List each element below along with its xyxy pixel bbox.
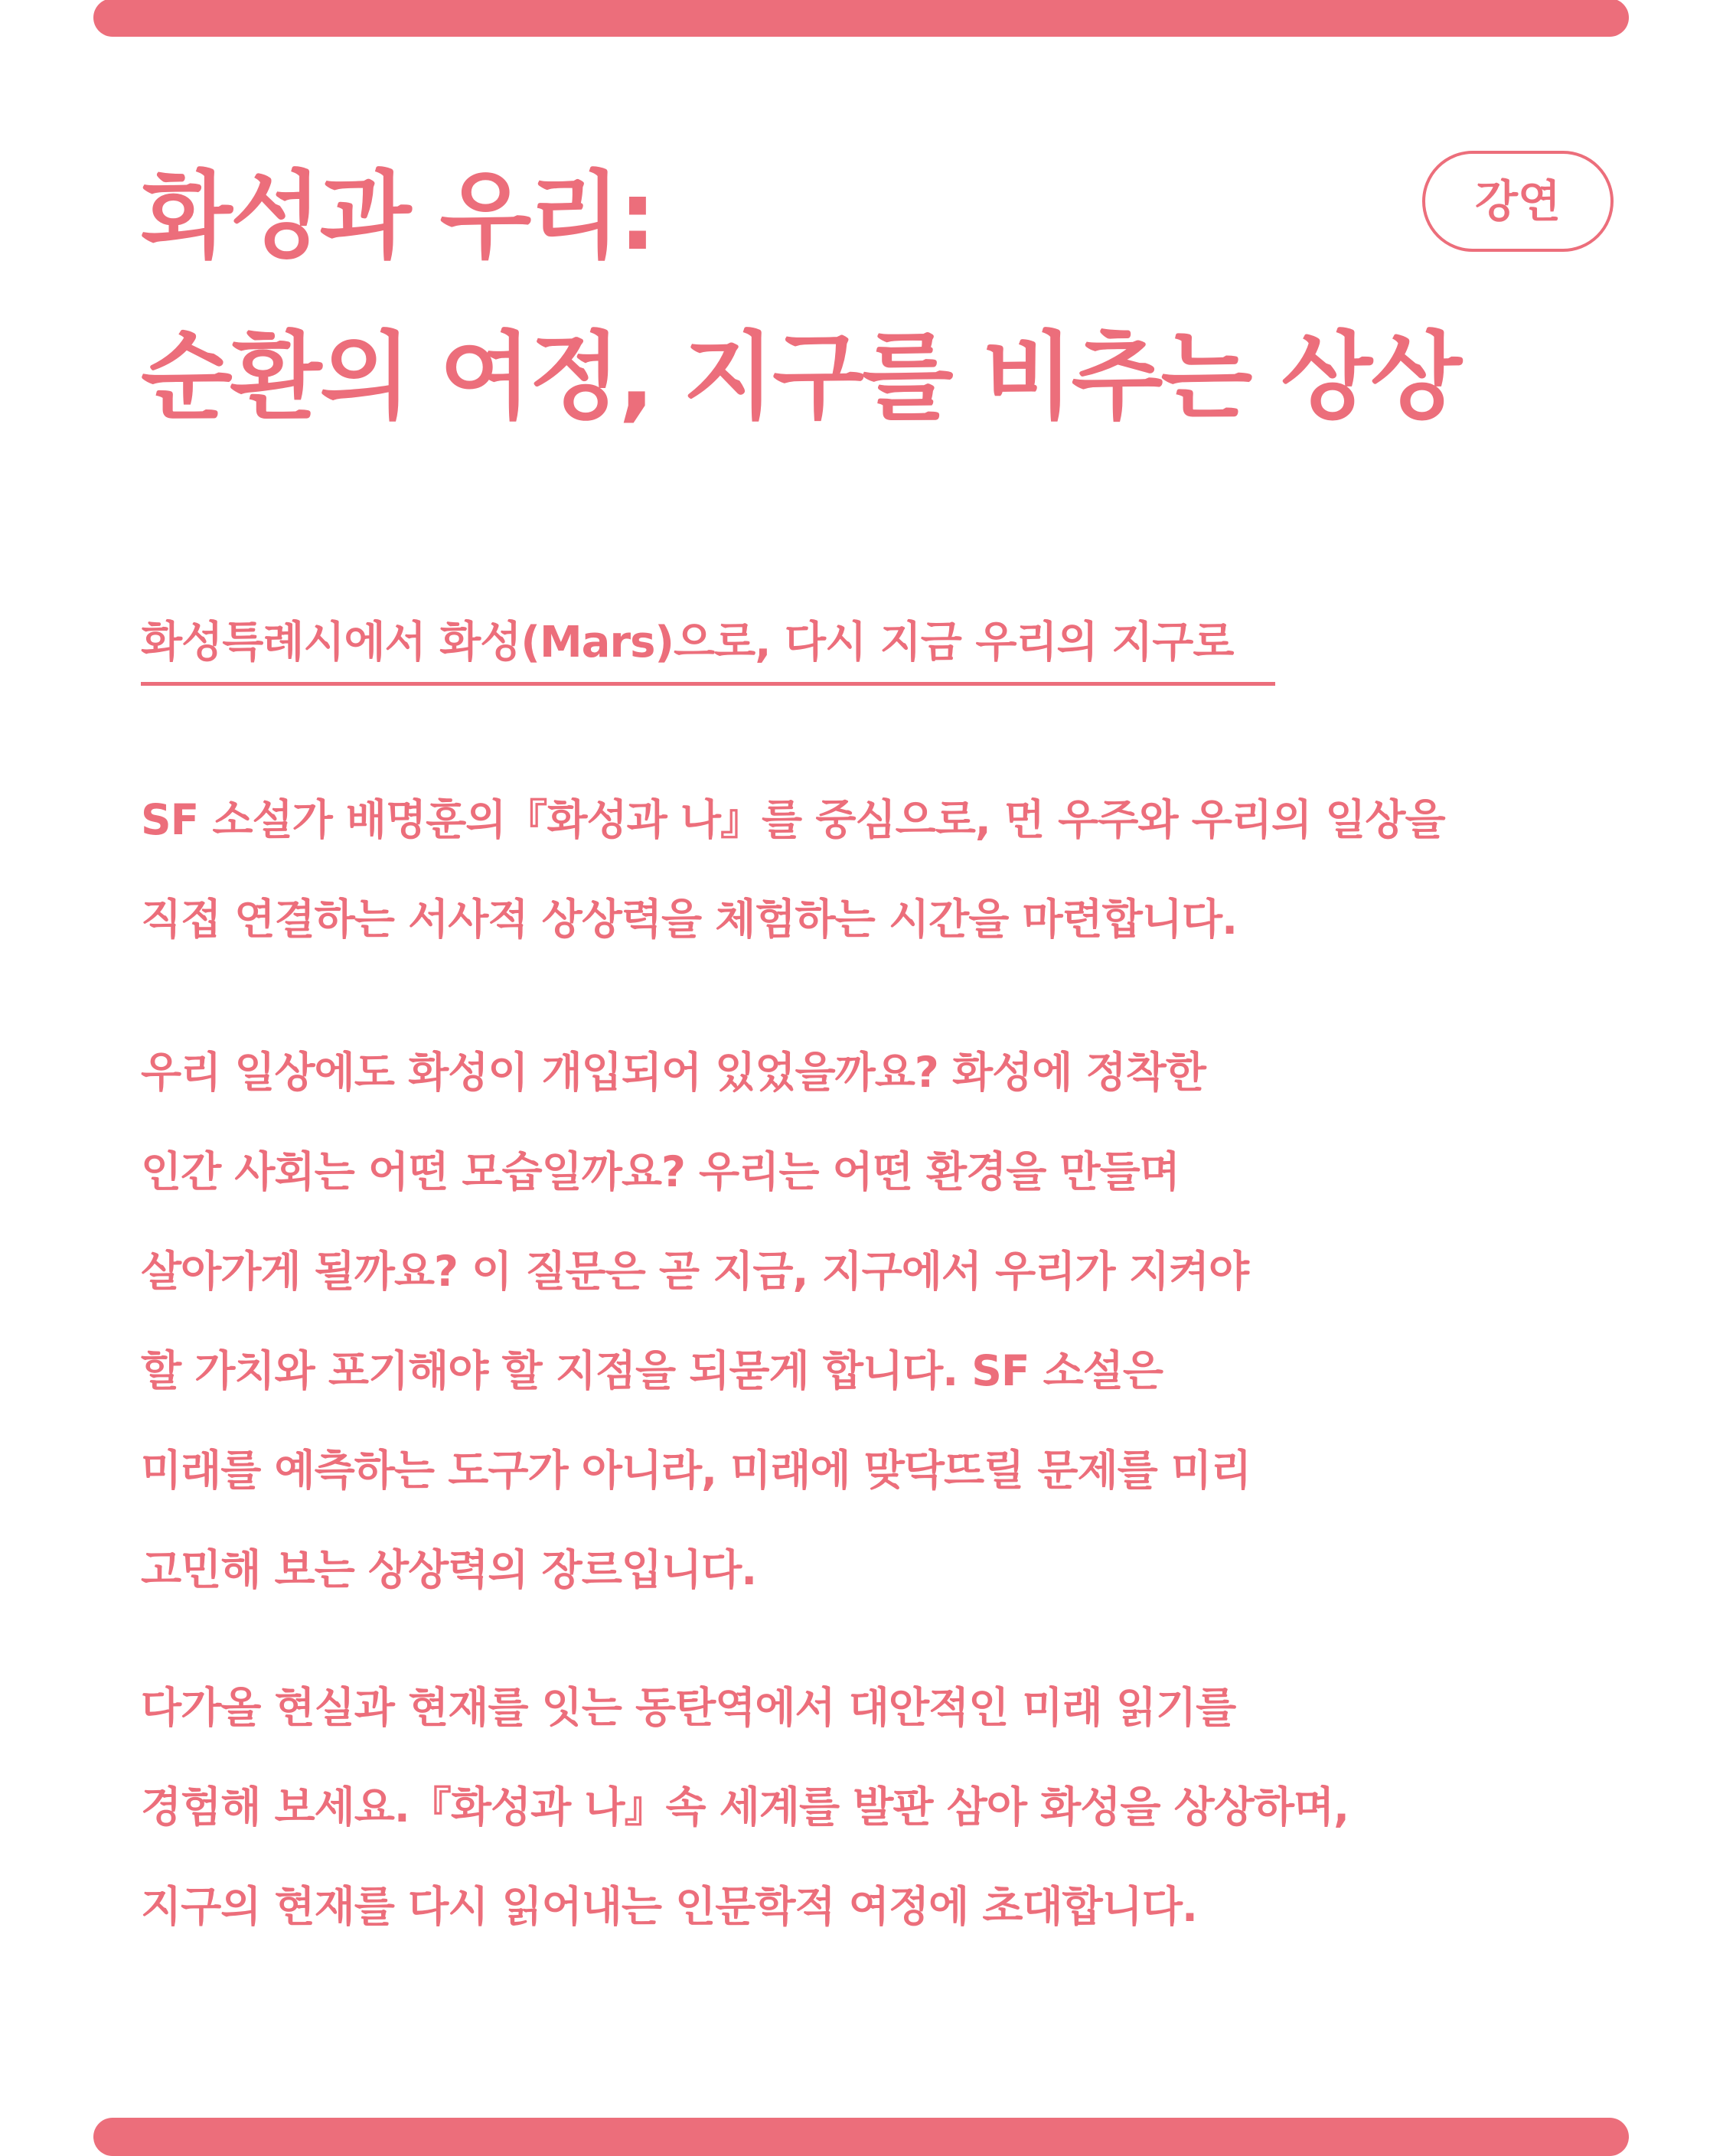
paragraph-line: 할 가치와 포기해야 할 지점을 되묻게 합니다. SF 소설은 (141, 1346, 1163, 1395)
paragraph-line: 경험해 보세요.『화성과 나』속 세계를 발판 삼아 화성을 상상하며, (141, 1783, 1349, 1831)
paragraph-line: SF 소설가 배명훈의『화성과 나』를 중심으로, 먼 우주와 우리의 일상을 (141, 795, 1445, 844)
subtitle: 화성특례시에서 화성(Mars)으로, 다시 지금 우리의 지구로 (141, 612, 1275, 686)
top-decorative-bar (93, 0, 1629, 37)
paragraph-line: 직접 연결하는 서사적 상상력을 체험하는 시간을 마련합니다. (141, 895, 1238, 944)
paragraph-line: 고민해 보는 상상력의 장르입니다. (141, 1545, 757, 1594)
paragraph-1 (141, 770, 1641, 969)
paragraph-line: 살아가게 될까요? 이 질문은 곧 지금, 지구에서 우리가 지켜야 (141, 1247, 1249, 1296)
paragraph-line: 우리 일상에도 화성이 개입되어 있었을까요? 화성에 정착한 (141, 1048, 1206, 1097)
paragraph-line: 인간 사회는 어떤 모습일까요? 우리는 어떤 환경을 만들며 (141, 1147, 1180, 1196)
page-title (141, 136, 1460, 458)
paragraph-2 (141, 1023, 1641, 1619)
paragraph-3 (141, 1658, 1641, 1956)
paragraph-line: 지구의 현재를 다시 읽어내는 인문학적 여정에 초대합니다. (141, 1882, 1197, 1931)
category-badge: 강연 (1422, 151, 1614, 252)
paragraph-line: 다가올 현실과 현재를 잇는 동탄역에서 대안적인 미래 읽기를 (141, 1683, 1236, 1732)
paragraph-line: 미래를 예측하는 도구가 아니라, 미래에 맞닥뜨릴 문제를 미리 (141, 1446, 1251, 1495)
title-line-2: 순환의 여정, 지구를 비추는 상상 (141, 322, 1460, 432)
title-line-1: 화성과 우리: (141, 161, 654, 272)
bottom-decorative-bar (93, 2118, 1629, 2156)
